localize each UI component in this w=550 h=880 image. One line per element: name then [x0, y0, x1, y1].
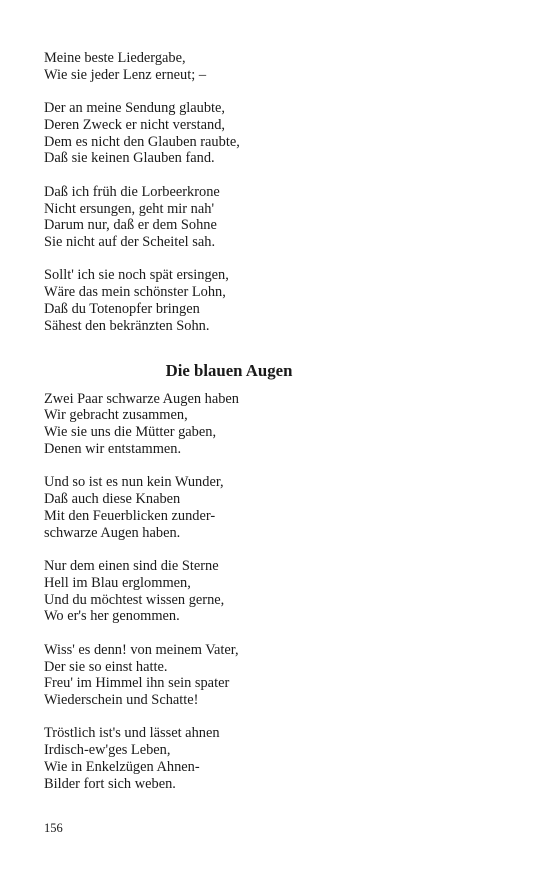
verse-line: Denen wir entstammen. — [44, 441, 182, 458]
verse-line: Zwei Paar schwarze Augen haben — [44, 390, 239, 407]
verse-line: schwarze Augen haben. — [44, 524, 181, 541]
verse-line: Der sie so einst hatte. — [44, 658, 168, 675]
stanza — [44, 267, 514, 334]
verse-line: Daß sie keinen Glauben fand. — [44, 150, 215, 167]
verse-line: Deren Zweck er nicht verstand, — [44, 116, 226, 133]
verse-line: Sie nicht auf der Scheitel sah. — [44, 234, 216, 251]
verse-line: Wie sie uns die Mütter gaben, — [44, 424, 217, 441]
stanza — [44, 642, 514, 709]
verse-line: Nur dem einen sind die Sterne — [44, 558, 219, 575]
verse-line: Wiss' es denn! von meinem Vater, — [44, 641, 239, 658]
verse-line: Tröstlich ist's und lässet ahnen — [44, 725, 220, 742]
stanza — [44, 391, 514, 458]
page-content — [44, 50, 514, 809]
verse-line: Daß du Totenopfer bringen — [44, 301, 200, 318]
verse-line: Wo er's her genommen. — [44, 608, 180, 625]
stanza — [44, 184, 514, 251]
verse-line: Der an meine Sendung glaubte, — [44, 100, 226, 117]
page-number: 156 — [44, 821, 63, 835]
verse-line: Sollt' ich sie noch spät ersingen, — [44, 267, 229, 284]
verse-line: Darum nur, daß er dem Sohne — [44, 217, 217, 234]
verse-line: Daß ich früh die Lorbeerkrone — [44, 183, 220, 200]
verse-line: Irdisch-ew'ges Leben, — [44, 742, 171, 759]
stanza — [44, 474, 514, 541]
stanza — [44, 100, 514, 167]
verse-line: Freu' im Himmel ihn sein spater — [44, 675, 230, 692]
poem-title: Die blauen Augen — [165, 360, 293, 380]
stanza — [44, 558, 514, 625]
stanza — [44, 50, 514, 84]
verse-line: Mit den Feuerblicken zunder- — [44, 507, 216, 524]
verse-line: Meine beste Liedergabe, — [44, 50, 186, 66]
poem-continuation — [44, 50, 514, 335]
verse-line: Wir gebracht zusammen, — [44, 407, 188, 424]
stanza — [44, 725, 514, 792]
verse-line: Daß auch diese Knaben — [44, 491, 181, 508]
verse-line: Und so ist es nun kein Wunder, — [44, 474, 224, 491]
verse-line: Wie sie jeder Lenz erneut; – — [44, 66, 207, 83]
verse-line: Dem es nicht den Glauben raubte, — [44, 133, 240, 150]
poem-die-blauen-augen — [44, 391, 514, 793]
verse-line: Wäre das mein schönster Lohn, — [44, 284, 226, 301]
verse-line: Nicht ersungen, geht mir nah' — [44, 200, 215, 217]
verse-line: Wiederschein und Schatte! — [44, 692, 199, 709]
verse-line: Hell im Blau erglommen, — [44, 574, 191, 591]
verse-line: Und du möchtest wissen gerne, — [44, 591, 225, 608]
verse-line: Wie in Enkelzügen Ahnen- — [44, 759, 200, 775]
verse-line: Bilder fort sich weben. — [44, 775, 176, 792]
verse-line: Sähest den bekränzten Sohn. — [44, 317, 210, 334]
